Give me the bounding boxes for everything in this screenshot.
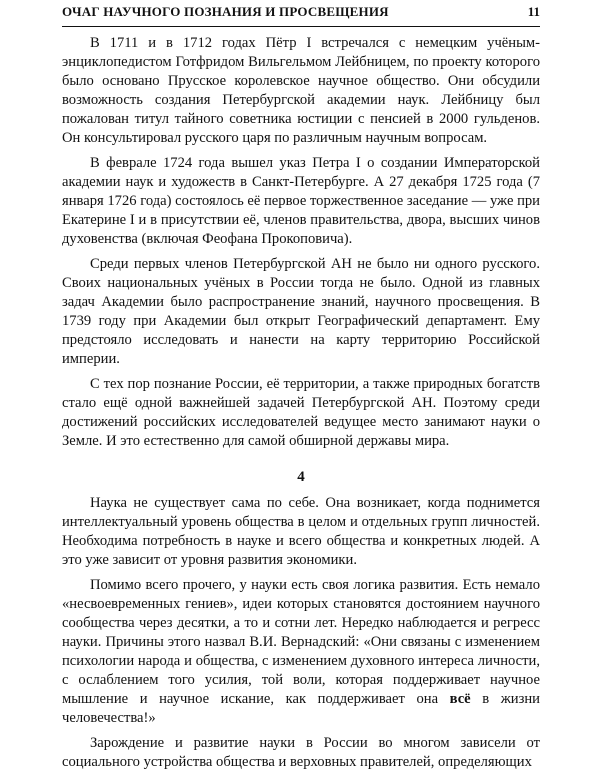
running-header bbox=[62, 4, 540, 24]
paragraph-vernadsky-quote bbox=[62, 576, 540, 728]
header-rule bbox=[62, 26, 540, 27]
quote-bold-word: всё bbox=[449, 691, 471, 707]
page-number: 11 bbox=[527, 4, 540, 19]
paragraph-origins: Зарождение и развитие науки в России во многом зависели от социального устройства общества и верховных правителей, определяющих bbox=[62, 735, 540, 770]
paragraph-leibniz: В 1711 и в 1712 годах Пётр I встречался с немецким учёным-энциклопедистом Готфридом Вильгельмом Лейбницем, по проекту которого было основано Прусское королевское научное общество. Они обсудили возможность создания Петербургской академии наук. Лейбницу был пожалован титул тайного советника юстиции с пенсией в 2000 гульденов. Он консультировал русского царя по различным научным вопросам. bbox=[62, 35, 540, 146]
quote-text-before: Помимо всего прочего, у науки есть своя логика развития. Есть немало «несвоевременных гениев», идеи которых становятся достоянием научного сообщества через десятки, а то и сотни лет. Нередко наблюдается и регресс науки. Причины этого назвал В.И. Вернадский: «Они связаны с изменением психологии народа и общества, с изменением духовного интереса личности, с ослаблением того усилия, той воли, которая поддерживает научное мышление и научное искание, как поддерживает она bbox=[62, 577, 540, 707]
body-text bbox=[62, 34, 540, 772]
paragraph-science-society: Наука не существует сама по себе. Она возникает, когда поднимется интеллектуальный уровень общества в целом и отдельных групп личностей. Необходима потребность в науке и всего общества и конкретных людей. А это уже зависит от уровня развития экономики. bbox=[62, 495, 540, 568]
section-number: 4 bbox=[297, 469, 305, 485]
book-page bbox=[62, 0, 540, 770]
quote-text-after: в жизни человечества!» bbox=[62, 691, 540, 726]
paragraph-decree-1724: В феврале 1724 года вышел указ Петра I о создании Императорской академии наук и художеств в Санкт-Петербурге. А 27 декабря 1725 года (7 января 1726 года) состоялось её первое торжественное заседание — уже при Екатерине I и в присутствии её, членов правительства, двора, высших чинов духовенства (включая Феофана Прокоповича). bbox=[62, 155, 540, 247]
paragraph-first-members: Среди первых членов Петербургской АН не было ни одного русского. Своих национальных учёных в России тогда не было. Одной из главных задач Академии было распространение знаний, научного просвещения. В 1739 году при Академии был открыт Географический департамент. Ему предстояло исследовать и нанести на карту территорию Российской империи. bbox=[62, 256, 540, 367]
paragraph-earth-sciences: С тех пор познание России, её территории, а также природных богатств стало ещё одной важнейшей задачей Петербургской АН. Поэтому среди достижений российских исследователей ведущее место занимают науки о Земле. И это естественно для самой обширной державы мира. bbox=[62, 376, 540, 449]
running-title: ОЧАГ НАУЧНОГО ПОЗНАНИЯ И ПРОСВЕЩЕНИЯ bbox=[62, 4, 389, 19]
